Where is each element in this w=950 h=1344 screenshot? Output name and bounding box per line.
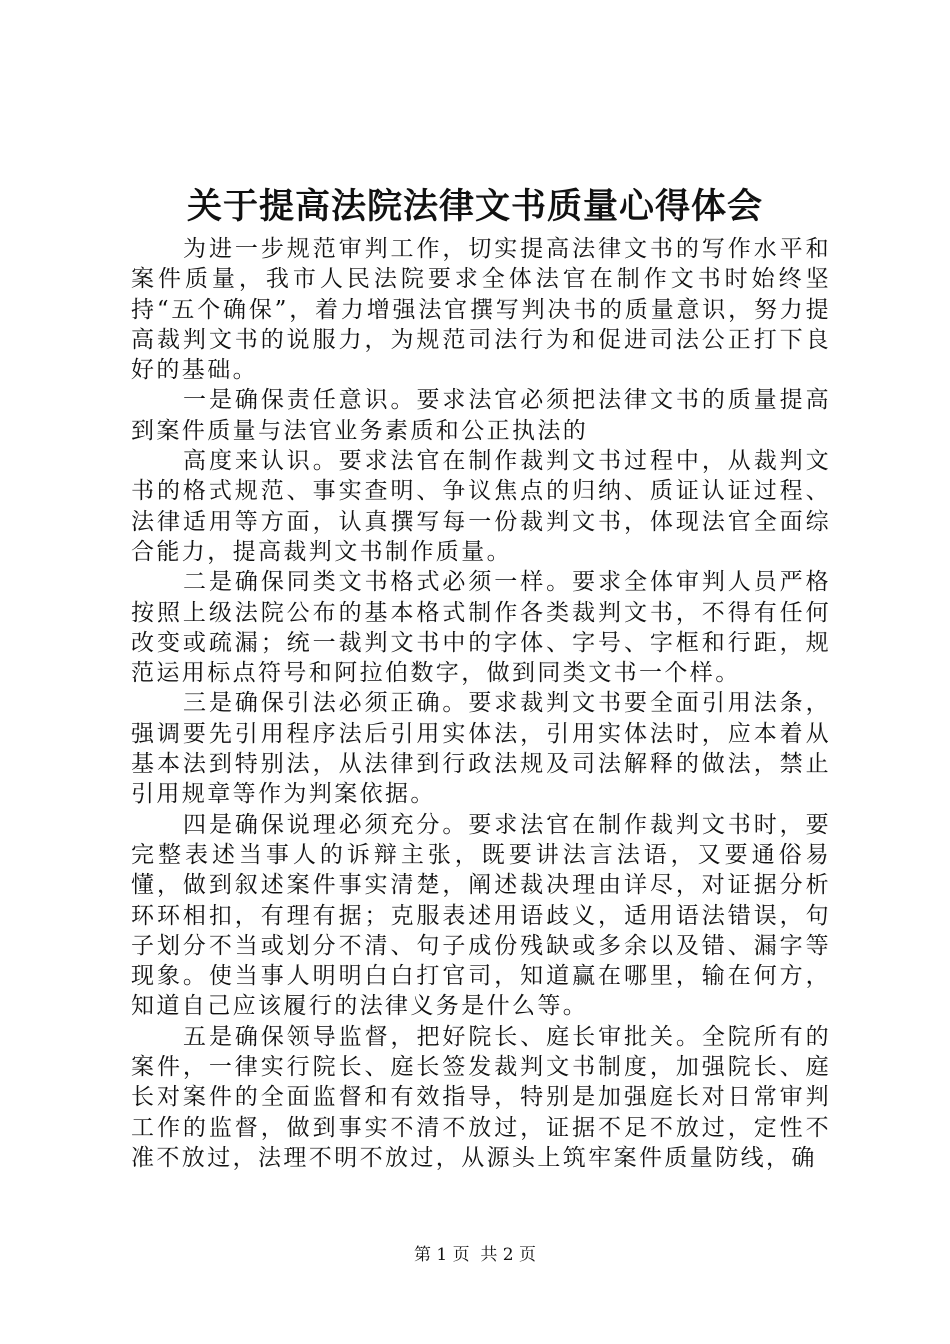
paragraph-intro: 为进一步规范审判工作，切实提高法律文书的写作水平和案件质量，我市人民法院要求全体法官在制作文书时始终坚持“五个确保”，着力增强法官撰写判决书的质量意识，努力提高裁判文书的说服力，为规范司法行为和促进司法公正打下良好的基础。 [131,236,831,384]
document-title: 关于提高法院法律文书质量心得体会 [186,186,763,227]
paragraph-point-four: 四是确保说理必须充分。要求法官在制作裁判文书时，要完整表述当事人的诉辩主张，既要讲法言法语，又要通俗易懂，做到叙述案件事实清楚，阐述裁决理由详尽，对证据分析环环相扣，有理有据；克服表述用语歧义，适用语法错误，句子划分不当或划分不清、句子成份残缺或多余以及错、漏字等现象。使当事人明明白白打官司，知道赢在哪里，输在何方，知道自己应该履行的法律义务是什么等。 [131,811,831,1020]
paragraph-point-one: 一是确保责任意识。要求法官必须把法律文书的质量提高到案件质量与法官业务素质和公正执法的 [131,387,831,444]
page-footer [0,1243,950,1267]
paragraph-point-one-continued: 高度来认识。要求法官在制作裁判文书过程中，从裁判文书的格式规范、事实查明、争议焦点的归纳、质证认证过程、法律适用等方面，认真撰写每一份裁判文书，体现法官全面综合能力，提高裁判文书制作质量。 [131,448,831,565]
paragraph-point-three: 三是确保引法必须正确。要求裁判文书要全面引用法条，强调要先引用程序法后引用实体法，引用实体法时，应本着从基本法到特别法，从法律到行政法规及司法解释的做法，禁止引用规章等作为判案依据。 [131,690,831,808]
document-body [131,234,831,1173]
page-number-label: 第 1 页 共 2 页 [413,1245,537,1265]
paragraph-point-five: 五是确保领导监督，把好院长、庭长审批关。全院所有的案件，一律实行院长、庭长签发裁判文书制度，加强院长、庭长对案件的全面监督和有效指导，特别是加强庭长对日常审判工作的监督，做到事实不清不放过，证据不足不放过，定性不准不放过，法理不明不放过，从源头上筑牢案件质量防线，确 [131,1023,831,1171]
paragraph-point-two: 二是确保同类文书格式必须一样。要求全体审判人员严格按照上级法院公布的基本格式制作各类裁判文书，不得有任何改变或疏漏；统一裁判文书中的字体、字号、字框和行距，规范运用标点符号和阿拉伯数字，做到同类文书一个样。 [131,569,831,687]
